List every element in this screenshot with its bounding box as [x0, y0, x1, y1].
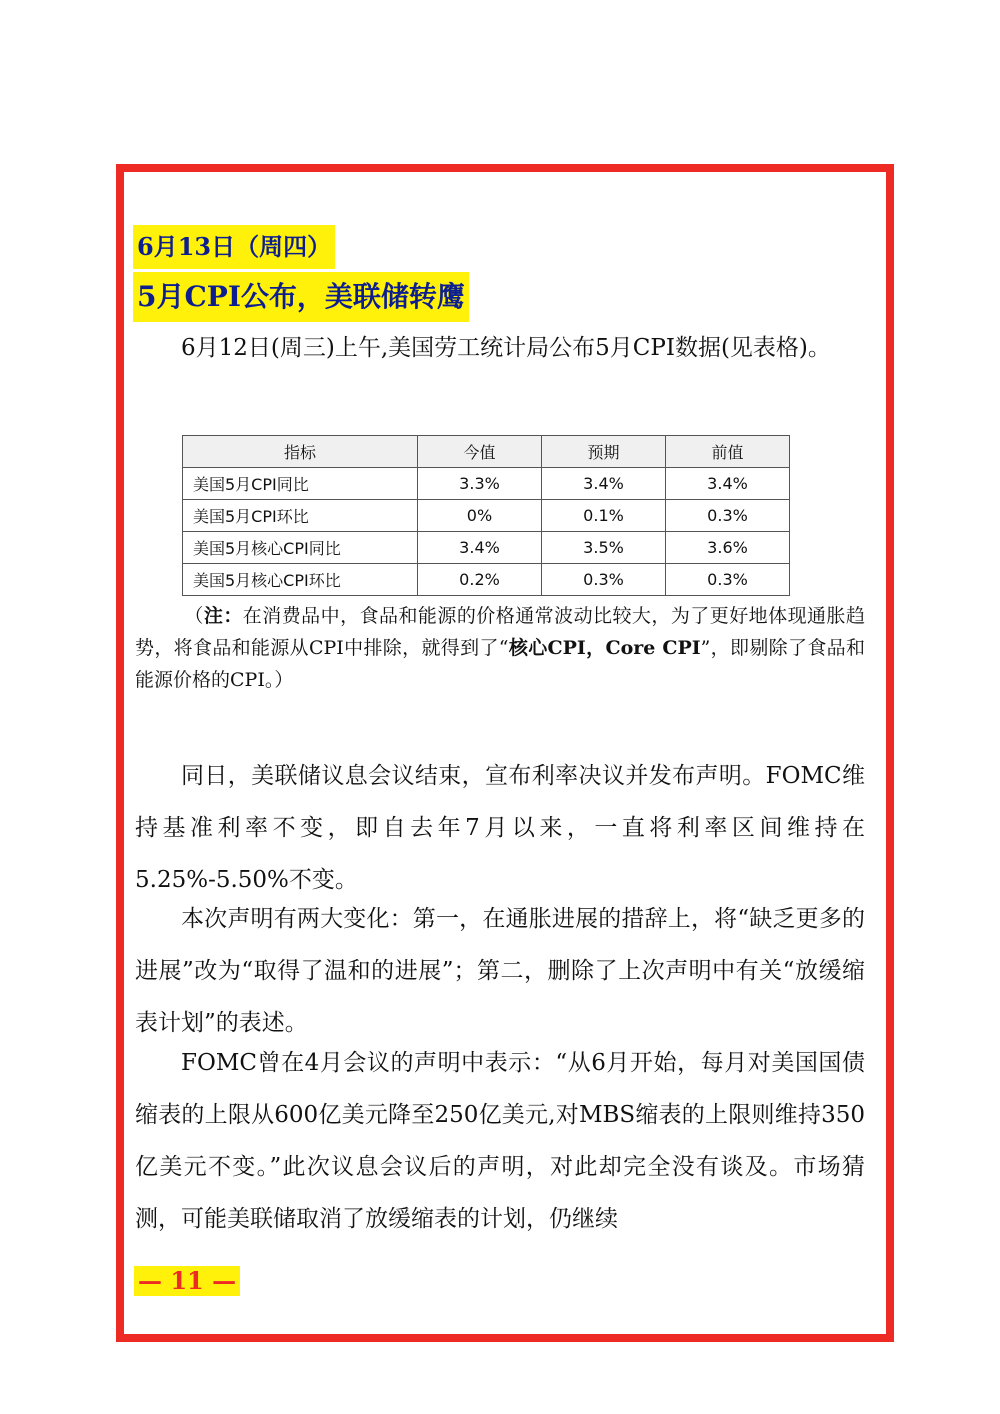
- table-cell: 0.1%: [542, 500, 666, 532]
- table-cell: 3.4%: [666, 468, 790, 500]
- cpi-table: [182, 435, 790, 596]
- table-row: [183, 532, 790, 564]
- page-number: — 11 —: [134, 1266, 240, 1296]
- table-cell: 美国5月核心CPI环比: [183, 564, 418, 596]
- table-row: [183, 564, 790, 596]
- note-text: 在消费品中，食品和能源的价格通常波动比较大，为了更好地体现通胀趋势，将食品和能源从CPI中排除，就得到了“: [135, 605, 865, 659]
- table-row: [183, 500, 790, 532]
- column-header: 今值: [418, 436, 542, 468]
- table-cell: 3.4%: [418, 532, 542, 564]
- table-cell: 美国5月核心CPI同比: [183, 532, 418, 564]
- table-header-row: [183, 436, 790, 468]
- column-header: 前值: [666, 436, 790, 468]
- table-cell: 0%: [418, 500, 542, 532]
- table-cell: 美国5月CPI同比: [183, 468, 418, 500]
- table-cell: 0.3%: [666, 500, 790, 532]
- column-header: 指标: [183, 436, 418, 468]
- date-heading: 6月13日（周四）: [133, 225, 335, 269]
- column-header: 预期: [542, 436, 666, 468]
- april-paragraph: FOMC曾在4月会议的声明中表示：“从6月开始，每月对美国国债缩表的上限从600亿美元降至250亿美元,对MBS缩表的上限则维持350亿美元不变。”此次议息会议后的声明，对此却完全没有谈及。市场猜测，可能美联储取消了放缓缩表的计划，仍继续: [135, 1050, 865, 1232]
- fomc-paragraph: 同日，美联储议息会议结束，宣布利率决议并发布声明。FOMC维持基准利率不变，即自去年7月以来，一直将利率区间维持在5.25%-5.50%不变。: [135, 763, 865, 893]
- table-cell: 3.4%: [542, 468, 666, 500]
- table-cell: 3.6%: [666, 532, 790, 564]
- table-cell: 3.3%: [418, 468, 542, 500]
- table-cell: 0.3%: [542, 564, 666, 596]
- table-cell: 0.2%: [418, 564, 542, 596]
- changes-paragraph: 本次声明有两大变化：第一，在通胀进展的措辞上，将“缺乏更多的进展”改为“取得了温和的进展”；第二，删除了上次声明中有关“放缓缩表计划”的表述。: [135, 906, 865, 1036]
- note-label: 注：: [203, 605, 243, 627]
- table-cell: 美国5月CPI环比: [183, 500, 418, 532]
- table-cell: 3.5%: [542, 532, 666, 564]
- note-tail: ”，即剔除了食品和能源价格的CPI。）: [135, 637, 866, 691]
- note-bold-term: 核心CPI，Core CPI: [508, 637, 701, 659]
- table-note: [135, 600, 865, 696]
- table-row: [183, 468, 790, 500]
- intro-paragraph: 6月12日(周三)上午,美国劳工统计局公布5月CPI数据(见表格)。: [181, 335, 831, 361]
- table-cell: 0.3%: [666, 564, 790, 596]
- note-open-paren: （: [184, 605, 204, 627]
- cpi-table-container: [182, 435, 790, 596]
- article-title: 5月CPI公布，美联储转鹰: [133, 272, 469, 322]
